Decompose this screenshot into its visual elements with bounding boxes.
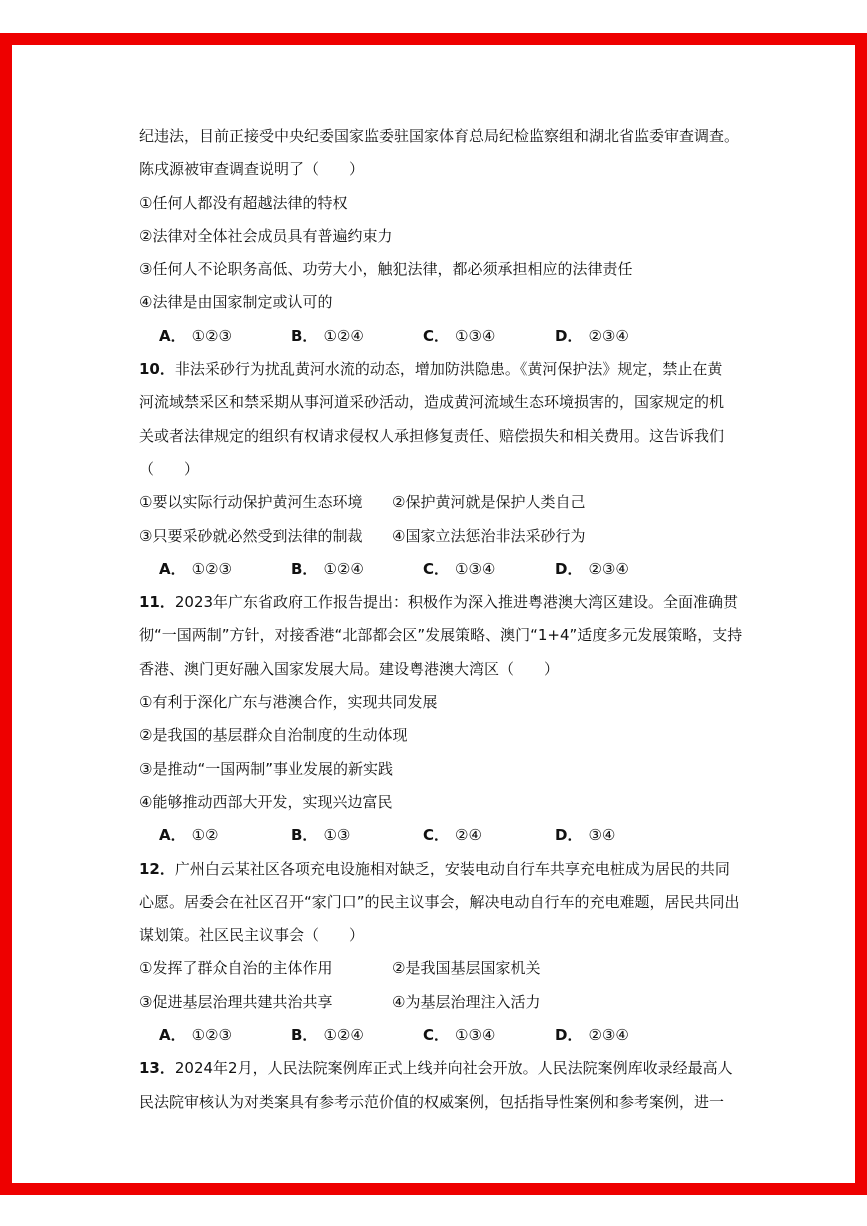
- question-text-line: 12．广州白云某社区各项充电设施相对缺乏，安装电动自行车共享充电桩成为居民的共同: [139, 859, 730, 878]
- statement-row: [139, 520, 739, 553]
- option-d[interactable]: D． ②③④: [555, 1026, 629, 1045]
- question-text-line: 河流域禁采区和禁采期从事河道采砂活动，造成黄河流域生态环境损害的，国家规定的机: [139, 393, 725, 412]
- option-a[interactable]: A． ①②③: [159, 559, 232, 578]
- option-d[interactable]: D． ③④: [555, 826, 616, 845]
- question-11: [139, 586, 743, 852]
- statement: ④法律是由国家制定或认可的: [139, 293, 333, 312]
- exam-page-content: [139, 120, 743, 1119]
- question-text-line: 谋划策。社区民主议事会（ ）: [139, 926, 365, 945]
- question-text-line: 心愿。居委会在社区召开“家门口”的民主议事会，解决电动自行车的充电难题，居民共同出: [139, 892, 740, 911]
- statement-row: [139, 986, 739, 1019]
- question-text-line: 香港、澳门更好融入国家发展大局。建设粤港澳大湾区（ ）: [139, 659, 560, 678]
- option-b[interactable]: B． ①②④: [291, 559, 364, 578]
- question-number: 12．: [139, 859, 175, 878]
- option-a[interactable]: A． ①②: [159, 826, 219, 845]
- statement: ④国家立法惩治非法采砂行为: [392, 526, 586, 545]
- statement: ③促进基层治理共建共治共享: [139, 992, 333, 1011]
- statement: ①发挥了群众自治的主体作用: [139, 959, 333, 978]
- answer-options: [139, 320, 739, 353]
- statement: ④为基层治理注入活力: [392, 992, 541, 1011]
- option-b[interactable]: B． ①②④: [291, 1026, 364, 1045]
- statement: ①有利于深化广东与港澳合作，实现共同发展: [139, 693, 438, 712]
- option-c[interactable]: C． ①③④: [423, 1026, 496, 1045]
- option-a[interactable]: A． ①②③: [159, 326, 232, 345]
- answer-options: [139, 1019, 739, 1052]
- question-text-line: 13．2024年2月，人民法院案例库正式上线并向社会开放。人民法院案例库收录经最高人: [139, 1059, 733, 1078]
- question-12: [139, 853, 739, 1053]
- answer-options: [139, 553, 739, 586]
- question-text-line: 10．非法采砂行为扰乱黄河水流的动态，增加防洪隐患。《黄河保护法》规定，禁止在黄: [139, 360, 723, 379]
- statement: ②是我国的基层群众自治制度的生动体现: [139, 726, 408, 745]
- option-d[interactable]: D． ②③④: [555, 326, 629, 345]
- statement-row: [139, 486, 739, 519]
- statement: ③只要采砂就必然受到法律的制裁: [139, 526, 363, 545]
- answer-options: [139, 819, 739, 852]
- question-number: 10．: [139, 360, 175, 379]
- option-b[interactable]: B． ①③: [291, 826, 351, 845]
- statement: ②是我国基层国家机关: [392, 959, 541, 978]
- option-c[interactable]: C． ①③④: [423, 326, 496, 345]
- statement: ④能够推动西部大开发，实现兴边富民: [139, 792, 393, 811]
- question-number: 11．: [139, 593, 175, 612]
- statement: ③任何人不论职务高低、功劳大小，触犯法律，都必须承担相应的法律责任: [139, 260, 633, 279]
- question-13: [139, 1052, 739, 1119]
- question-text-line: 关或者法律规定的组织有权请求侵权人承担修复责任、赔偿损失和相关费用。这告诉我们: [139, 426, 725, 445]
- statement: ①要以实际行动保护黄河生态环境: [139, 493, 363, 512]
- option-c[interactable]: C． ②④: [423, 826, 482, 845]
- statement: ②法律对全体社会成员具有普遍约束力: [139, 226, 393, 245]
- question-9: [139, 120, 739, 353]
- question-text-line: 纪违法，目前正接受中央纪委国家监委驻国家体育总局纪检监察组和湖北省监委审查调查。: [139, 127, 740, 145]
- option-d[interactable]: D． ②③④: [555, 559, 629, 578]
- option-b[interactable]: B． ①②④: [291, 326, 364, 345]
- statement: ③是推动“一国两制”事业发展的新实践: [139, 759, 393, 778]
- question-text-line: 11．2023年广东省政府工作报告提出：积极作为深入推进粤港澳大湾区建设。全面准确贯: [139, 593, 739, 612]
- question-text-line: 民法院审核认为对类案具有参考示范价值的权威案例，包括指导性案例和参考案例，进一: [139, 1092, 725, 1111]
- option-c[interactable]: C． ①③④: [423, 559, 496, 578]
- question-text-line: （ ）: [139, 459, 200, 478]
- question-number: 13．: [139, 1059, 175, 1078]
- question-text-line: 彻“一国两制”方针，对接香港“北部都会区”发展策略、澳门“1+4”适度多元发展策略，支持: [139, 626, 743, 645]
- statement: ②保护黄河就是保护人类自己: [392, 493, 586, 512]
- question-10: [139, 353, 739, 586]
- statement-row: [139, 952, 739, 985]
- question-text-line: 陈戌源被审查调查说明了（ ）: [139, 160, 365, 179]
- statement: ①任何人都没有超越法律的特权: [139, 193, 348, 212]
- option-a[interactable]: A． ①②③: [159, 1026, 232, 1045]
